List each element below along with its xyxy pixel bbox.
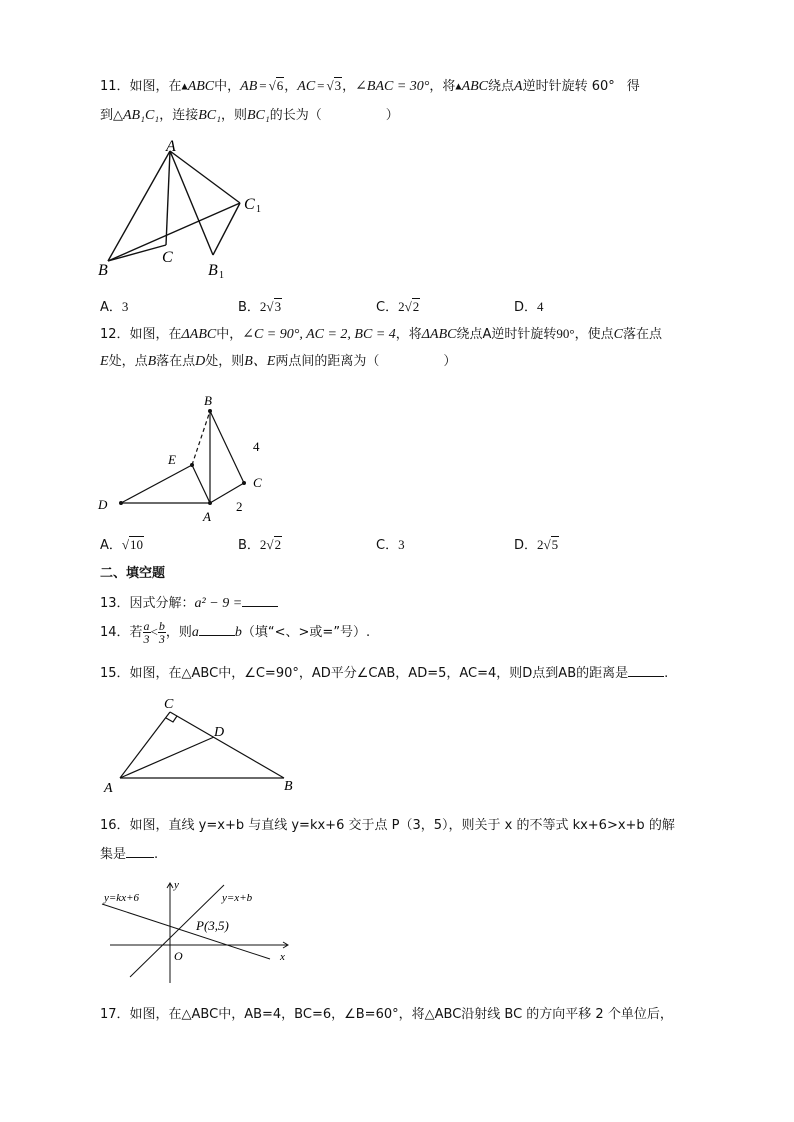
q11-bc1b: BC₁ — [246, 108, 270, 123]
q15-seg-cb — [170, 712, 284, 778]
option-letter: B． — [238, 300, 260, 315]
q14-frac-a — [143, 620, 151, 645]
q11-option-b[interactable] — [238, 296, 282, 315]
q12-l2e: ） — [443, 354, 457, 369]
q13-text: 13．因式分解： — [100, 596, 195, 611]
option-letter: D． — [514, 300, 538, 315]
q13-blank[interactable] — [242, 592, 278, 607]
q11-label-c1-sub: 1 — [256, 204, 261, 215]
q12-label-b: B — [204, 393, 212, 408]
q11-text: 中， — [214, 79, 241, 94]
q12-b: B — [147, 354, 157, 369]
option-value: 2 — [398, 299, 405, 314]
q12-seg-ea — [192, 465, 210, 503]
q11-l2b: ，连接 — [159, 108, 199, 123]
q12-line1 — [100, 325, 662, 344]
q11-bc1: BC₁ — [198, 108, 221, 123]
q15-label-d: D — [214, 725, 225, 740]
q12-e: E — [100, 354, 109, 369]
q16-label-x: x — [280, 951, 285, 963]
q14-den-a: 3 — [143, 632, 150, 646]
q12-label-c: C — [253, 475, 262, 490]
q16-line-kx6 — [102, 904, 270, 959]
q16-end: . — [154, 847, 159, 862]
q11-angle: ∠BAC = 30° — [355, 79, 430, 94]
q14-then: ，则 — [165, 625, 192, 640]
q15-text: 15．如图，在△ABC中，∠C=90°，AD平分∠CAB，AD=5，AC=4，则D点到AB的距离是 — [100, 666, 629, 681]
option-letter: A． — [100, 538, 122, 553]
q11-sqrt6: √6 — [268, 78, 284, 93]
q15-label-b: B — [284, 779, 293, 794]
q11-label-a: A — [166, 138, 176, 155]
option-rad: 2 — [274, 537, 282, 552]
q15 — [100, 662, 668, 681]
q11-tri2: ABC — [461, 79, 489, 94]
q15-figure — [100, 690, 300, 800]
q16-label-o: O — [174, 949, 183, 963]
option-value: 4 — [537, 299, 544, 314]
q15-seg-ca — [120, 712, 170, 778]
triangle-icon: ▲ — [455, 81, 462, 91]
q12-line2 — [100, 353, 456, 371]
q16-figure — [100, 875, 300, 985]
q12-label-d: D — [98, 497, 108, 512]
q12-label-4: 4 — [253, 439, 260, 454]
section-heading: 二、填空题 — [100, 566, 166, 581]
q12-l1b: 中， — [216, 327, 243, 342]
q12-seg-bc — [210, 411, 244, 483]
q12-l2a: 处，点 — [108, 354, 148, 369]
q11-line2 — [100, 107, 399, 125]
q16-blank[interactable] — [126, 843, 154, 858]
q11-comma: ， — [284, 79, 298, 94]
q15-right-angle — [166, 716, 177, 722]
q13 — [100, 592, 278, 612]
option-sqrt: √5 — [543, 537, 559, 552]
q11-de: 得 — [626, 79, 640, 94]
q11-rot2: 绕点 — [488, 79, 515, 94]
q12-seg-be-dashed — [192, 411, 210, 465]
q12-c: C — [613, 327, 623, 342]
q12-be: B、E — [244, 354, 276, 369]
q11-l2e: ） — [385, 108, 399, 123]
q11-l2c: ，则 — [220, 108, 247, 123]
option-letter: C． — [376, 538, 399, 553]
q11-sqrt3-rad: 3 — [334, 78, 342, 93]
q12-point-a — [208, 501, 212, 505]
option-letter: D． — [514, 538, 538, 553]
q11-figure — [90, 135, 280, 285]
q11-l2d: 的长为（ — [269, 108, 322, 123]
option-letter: A． — [100, 300, 122, 315]
q11-sqrt6-rad: 6 — [276, 78, 284, 93]
q11-line1 — [100, 77, 640, 96]
q12-cond: ∠C = 90°, AC = 2, BC = 4 — [242, 327, 396, 342]
option-value: 2 — [537, 537, 544, 552]
q14-lt: < — [150, 624, 158, 639]
q14-b: b — [234, 625, 242, 640]
q11-option-a[interactable] — [100, 296, 128, 315]
q11-option-c[interactable] — [376, 296, 420, 315]
q12-option-b[interactable] — [238, 534, 282, 553]
q11-seg-bc — [108, 245, 166, 261]
q12-l1e: ，使点 — [574, 327, 614, 342]
q11-number: 11．如图，在 — [100, 79, 182, 94]
q12-l1a: 12．如图，在 — [100, 327, 182, 342]
q14-blank[interactable] — [199, 621, 235, 636]
q12-option-a[interactable] — [100, 534, 144, 553]
q11-option-d[interactable] — [514, 296, 544, 315]
q17-text: 17．如图，在△ABC中，AB=4，BC=6，∠B=60°，将△ABC沿射线 BC 的方向平移 2 个单位后， — [100, 1007, 673, 1022]
option-rad: 2 — [412, 299, 420, 314]
option-value: 2 — [259, 299, 267, 314]
q11-comma2: ， — [342, 79, 356, 94]
q11-ab1c1: AB₁C₁ — [123, 108, 160, 123]
q11-eq: = — [259, 78, 267, 93]
q12-l2c: 处，则 — [205, 354, 245, 369]
q12-l2d: 两点间的距离为（ — [275, 354, 380, 369]
option-sqrt: √3 — [266, 299, 282, 314]
triangle-icon: ▲ — [181, 81, 188, 91]
q15-blank[interactable] — [628, 662, 664, 677]
q14-frac-b — [158, 620, 166, 645]
option-sqrt: √10 — [121, 537, 144, 552]
q11-rot: ，将 — [429, 79, 456, 94]
q14-num-a: a — [143, 619, 150, 633]
q11-ab: AB — [240, 79, 258, 94]
q11-seg-bc1 — [108, 203, 240, 261]
q12-deg: 90° — [556, 326, 575, 341]
option-sqrt: √2 — [266, 537, 282, 552]
q12-d: D — [195, 354, 206, 369]
option-value: 2 — [259, 537, 267, 552]
option-sqrt: √2 — [404, 299, 420, 314]
q11-point-a: A — [514, 79, 523, 94]
q16-label-p: P(3,5) — [196, 918, 229, 933]
q12-label-a: A — [203, 509, 211, 524]
q11-seg-ab — [108, 151, 170, 261]
option-rad: 3 — [274, 299, 282, 314]
q11-label-c: C — [162, 249, 173, 266]
q12-l1d: 绕点A逆时针旋转 — [456, 327, 557, 342]
q14-num-b: b — [158, 619, 165, 633]
q11-triangle-name: ABC — [187, 79, 215, 94]
option-rad: 5 — [551, 537, 559, 552]
q15-end: . — [664, 666, 669, 681]
q11-label-b1-sub: 1 — [219, 270, 224, 281]
q12-label-2: 2 — [236, 499, 243, 514]
q12-point-c — [242, 481, 246, 485]
option-rad: 10 — [130, 537, 144, 552]
q12-l1c: ，将 — [395, 327, 422, 342]
q14-tail: （填“<、>或=”号）. — [241, 625, 371, 640]
option-letter: B． — [238, 538, 260, 553]
q16-line1: 16．如图，直线 y=x+b 与直线 y=kx+6 交于点 P（3，5），则关于 x 的不等式 kx+6>x+b 的解 — [100, 818, 675, 833]
q16-l2: 集是 — [100, 847, 127, 862]
option-letter: C． — [376, 300, 399, 315]
option-value: 3 — [398, 537, 405, 552]
q12-l1f: 落在点 — [622, 327, 662, 342]
q11-seg-ac — [166, 151, 170, 245]
q12-point-d — [119, 501, 123, 505]
q16-line2 — [100, 843, 158, 862]
q12-option-d[interactable] — [514, 534, 559, 553]
q11-sqrt3: √3 — [326, 78, 342, 93]
option-value: 3 — [121, 299, 129, 314]
q15-label-a: A — [104, 781, 113, 796]
q12-point-b — [208, 409, 212, 413]
q16-label-xb: y=x+b — [222, 892, 253, 904]
q14-a: a — [191, 625, 199, 640]
q11-label-b1: B — [208, 262, 218, 279]
q11-seg-b1c1 — [213, 203, 240, 255]
q12-figure — [90, 385, 290, 525]
q15-seg-ad — [120, 737, 214, 778]
q11-rot3: 逆时针旋转 60° — [522, 79, 615, 94]
q16-label-y: y — [174, 879, 179, 891]
q13-expr: a² − 9 = — [194, 596, 243, 611]
q11-l2a: 到△ — [100, 108, 123, 123]
q14 — [100, 620, 370, 645]
q12-tri2: ΔABC — [421, 327, 457, 342]
q11-ac: AC — [297, 79, 316, 94]
q16-label-kx6: y=kx+6 — [104, 892, 139, 904]
q12-label-e: E — [168, 452, 176, 467]
q15-label-c: C — [164, 697, 174, 712]
q12-seg-de — [121, 465, 192, 503]
q11-label-c1: C — [244, 196, 255, 213]
q11-eq2: = — [317, 78, 325, 93]
q12-point-e — [190, 463, 194, 467]
q12-option-c[interactable] — [376, 534, 405, 553]
q14-text: 14．若 — [100, 625, 143, 640]
q12-l2b: 落在点 — [156, 354, 196, 369]
q11-label-b: B — [98, 262, 108, 279]
q12-tri: ΔABC — [181, 327, 217, 342]
q14-den-b: 3 — [158, 632, 165, 646]
